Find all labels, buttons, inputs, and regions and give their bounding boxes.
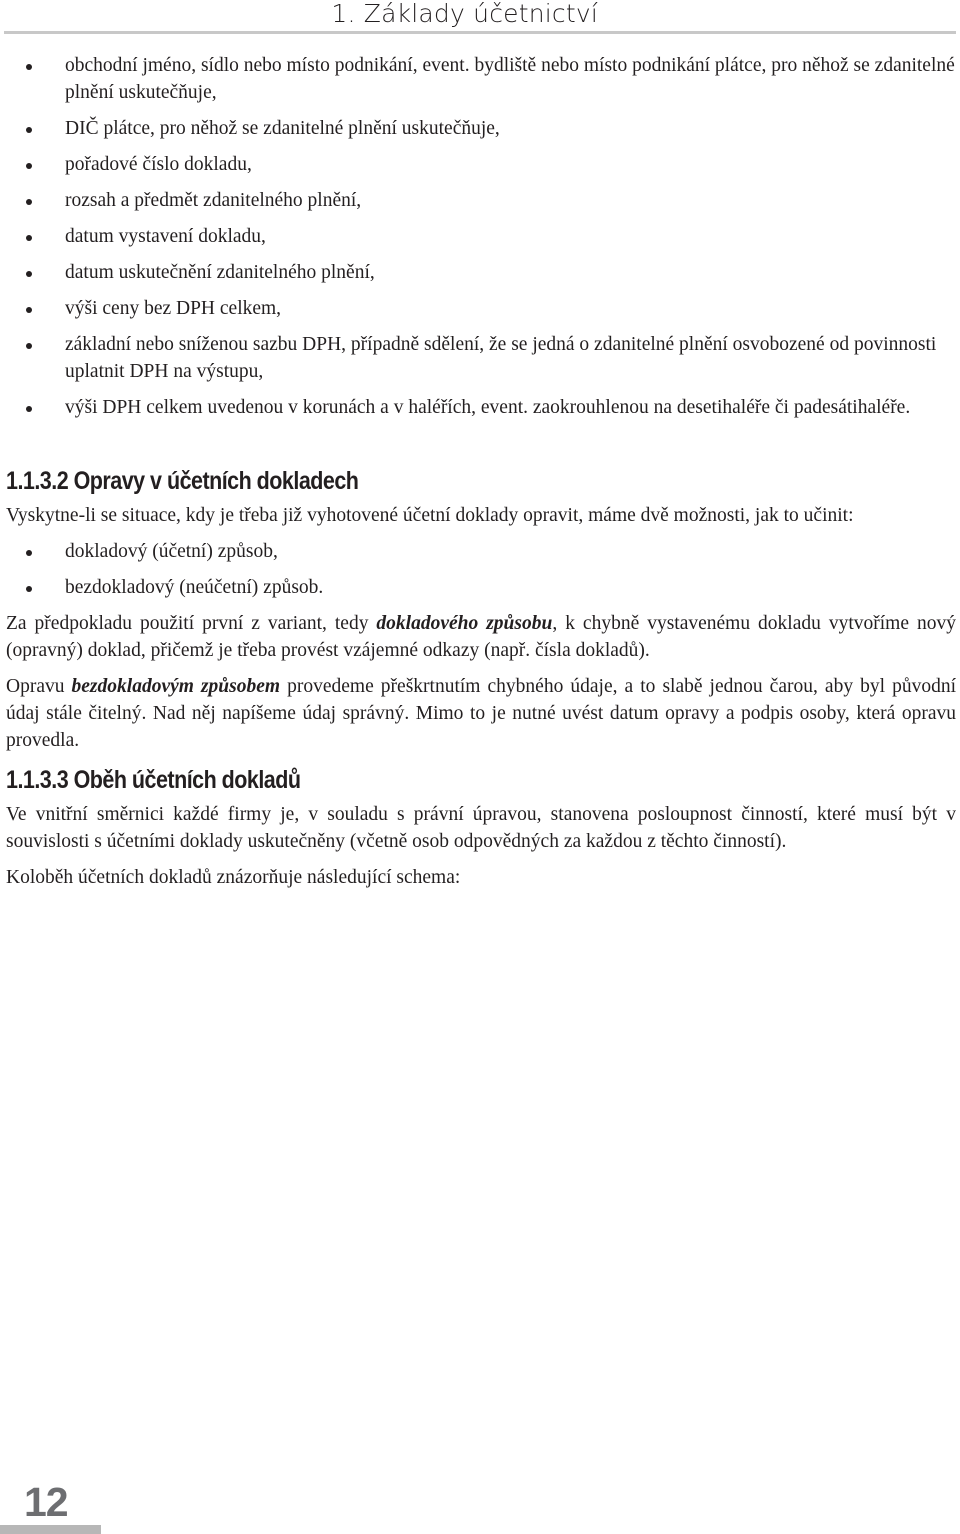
list-item: DIČ plátce, pro něhož se zdanitelné plnění uskutečňuje, (6, 115, 956, 142)
page-number-bar (0, 1525, 101, 1534)
bullet-icon (26, 406, 32, 412)
section-intro: Vyskytne-li se situace, kdy je třeba již vyhotovené účetní doklady opravit, máme dvě možnosti, jak to učinit: (6, 505, 854, 526)
list-item: dokladový (účetní) způsob, (6, 538, 956, 565)
bullet-icon (26, 235, 32, 241)
running-head: 1. Základy účetnictví (331, 0, 598, 28)
paragraph-dokladovy: Za předpokladu použití první z variant, tedy dokladového způsobu, k chybně vystavenému dokladu vytvoříme nový (opravný) doklad, přičemž je třeba provést vzájemné odkazy (např. čísla dokladů). (6, 613, 956, 661)
list-item: rozsah a předmět zdanitelného plnění, (6, 187, 956, 214)
list-item: pořadové číslo dokladu, (6, 151, 956, 178)
bullet-icon (26, 271, 32, 277)
bullet-icon (26, 343, 32, 349)
list-item: výši ceny bez DPH celkem, (6, 295, 956, 322)
list-item: základní nebo sníženou sazbu DPH, případně sdělení, že se jedná o zdanitelné plnění osvobozené od povinnosti uplatnit DPH na výstupu, (6, 331, 956, 385)
bullet-icon (26, 163, 32, 169)
section-heading-obeh: 1.1.3.3 Oběh účetních dokladů (6, 766, 301, 794)
list-item: datum uskutečnění zdanitelného plnění, (6, 259, 956, 286)
list-item: datum vystavení dokladu, (6, 223, 956, 250)
paragraph-smernice: Ve vnitřní směrnici každé firmy je, v souladu s právní úpravou, stanovena posloupnost činností, které musí být v souvislosti s účetními doklady uskutečněny (včetně osob odpovědných za každou z těchto činností). (6, 804, 956, 852)
emphasis-term: dokladového způsobu (376, 613, 553, 634)
correction-methods-list (6, 538, 956, 601)
requirements-list (6, 52, 956, 421)
section-heading-opravy: 1.1.3.2 Opravy v účetních dokladech (6, 467, 359, 495)
paragraph-schema-intro: Koloběh účetních dokladů znázorňuje následující schema: (6, 867, 461, 888)
emphasis-term: bezdokladovým způsobem (71, 676, 281, 697)
bullet-icon (26, 199, 32, 205)
bullet-icon (26, 307, 32, 313)
header-rule (4, 31, 956, 34)
bullet-icon (26, 586, 32, 592)
bullet-icon (26, 64, 32, 70)
list-item: bezdokladový (neúčetní) způsob. (6, 574, 956, 601)
page-content (6, 52, 956, 900)
list-item: výši DPH celkem uvedenou v korunách a v haléřích, event. zaokrouhlenou na desetihaléře či padesátihaléře. (6, 394, 956, 421)
bullet-icon (26, 550, 32, 556)
paragraph-bezdokladovy: Opravu bezdokladovým způsobem provedeme přeškrtnutím chybného údaje, a to slabě jednou čarou, aby byl původní údaj stále čitelný. Nad něj napíšeme údaj správný. Mimo to je nutné uvést datum opravy a podpis osoby, která opravu provedla. (6, 676, 957, 751)
list-item: obchodní jméno, sídlo nebo místo podnikání, event. bydliště nebo místo podnikání plátce, pro něhož se zdanitelné plnění uskutečňuje, (6, 52, 956, 106)
bullet-icon (26, 127, 32, 133)
page-number: 12 (24, 1479, 68, 1525)
